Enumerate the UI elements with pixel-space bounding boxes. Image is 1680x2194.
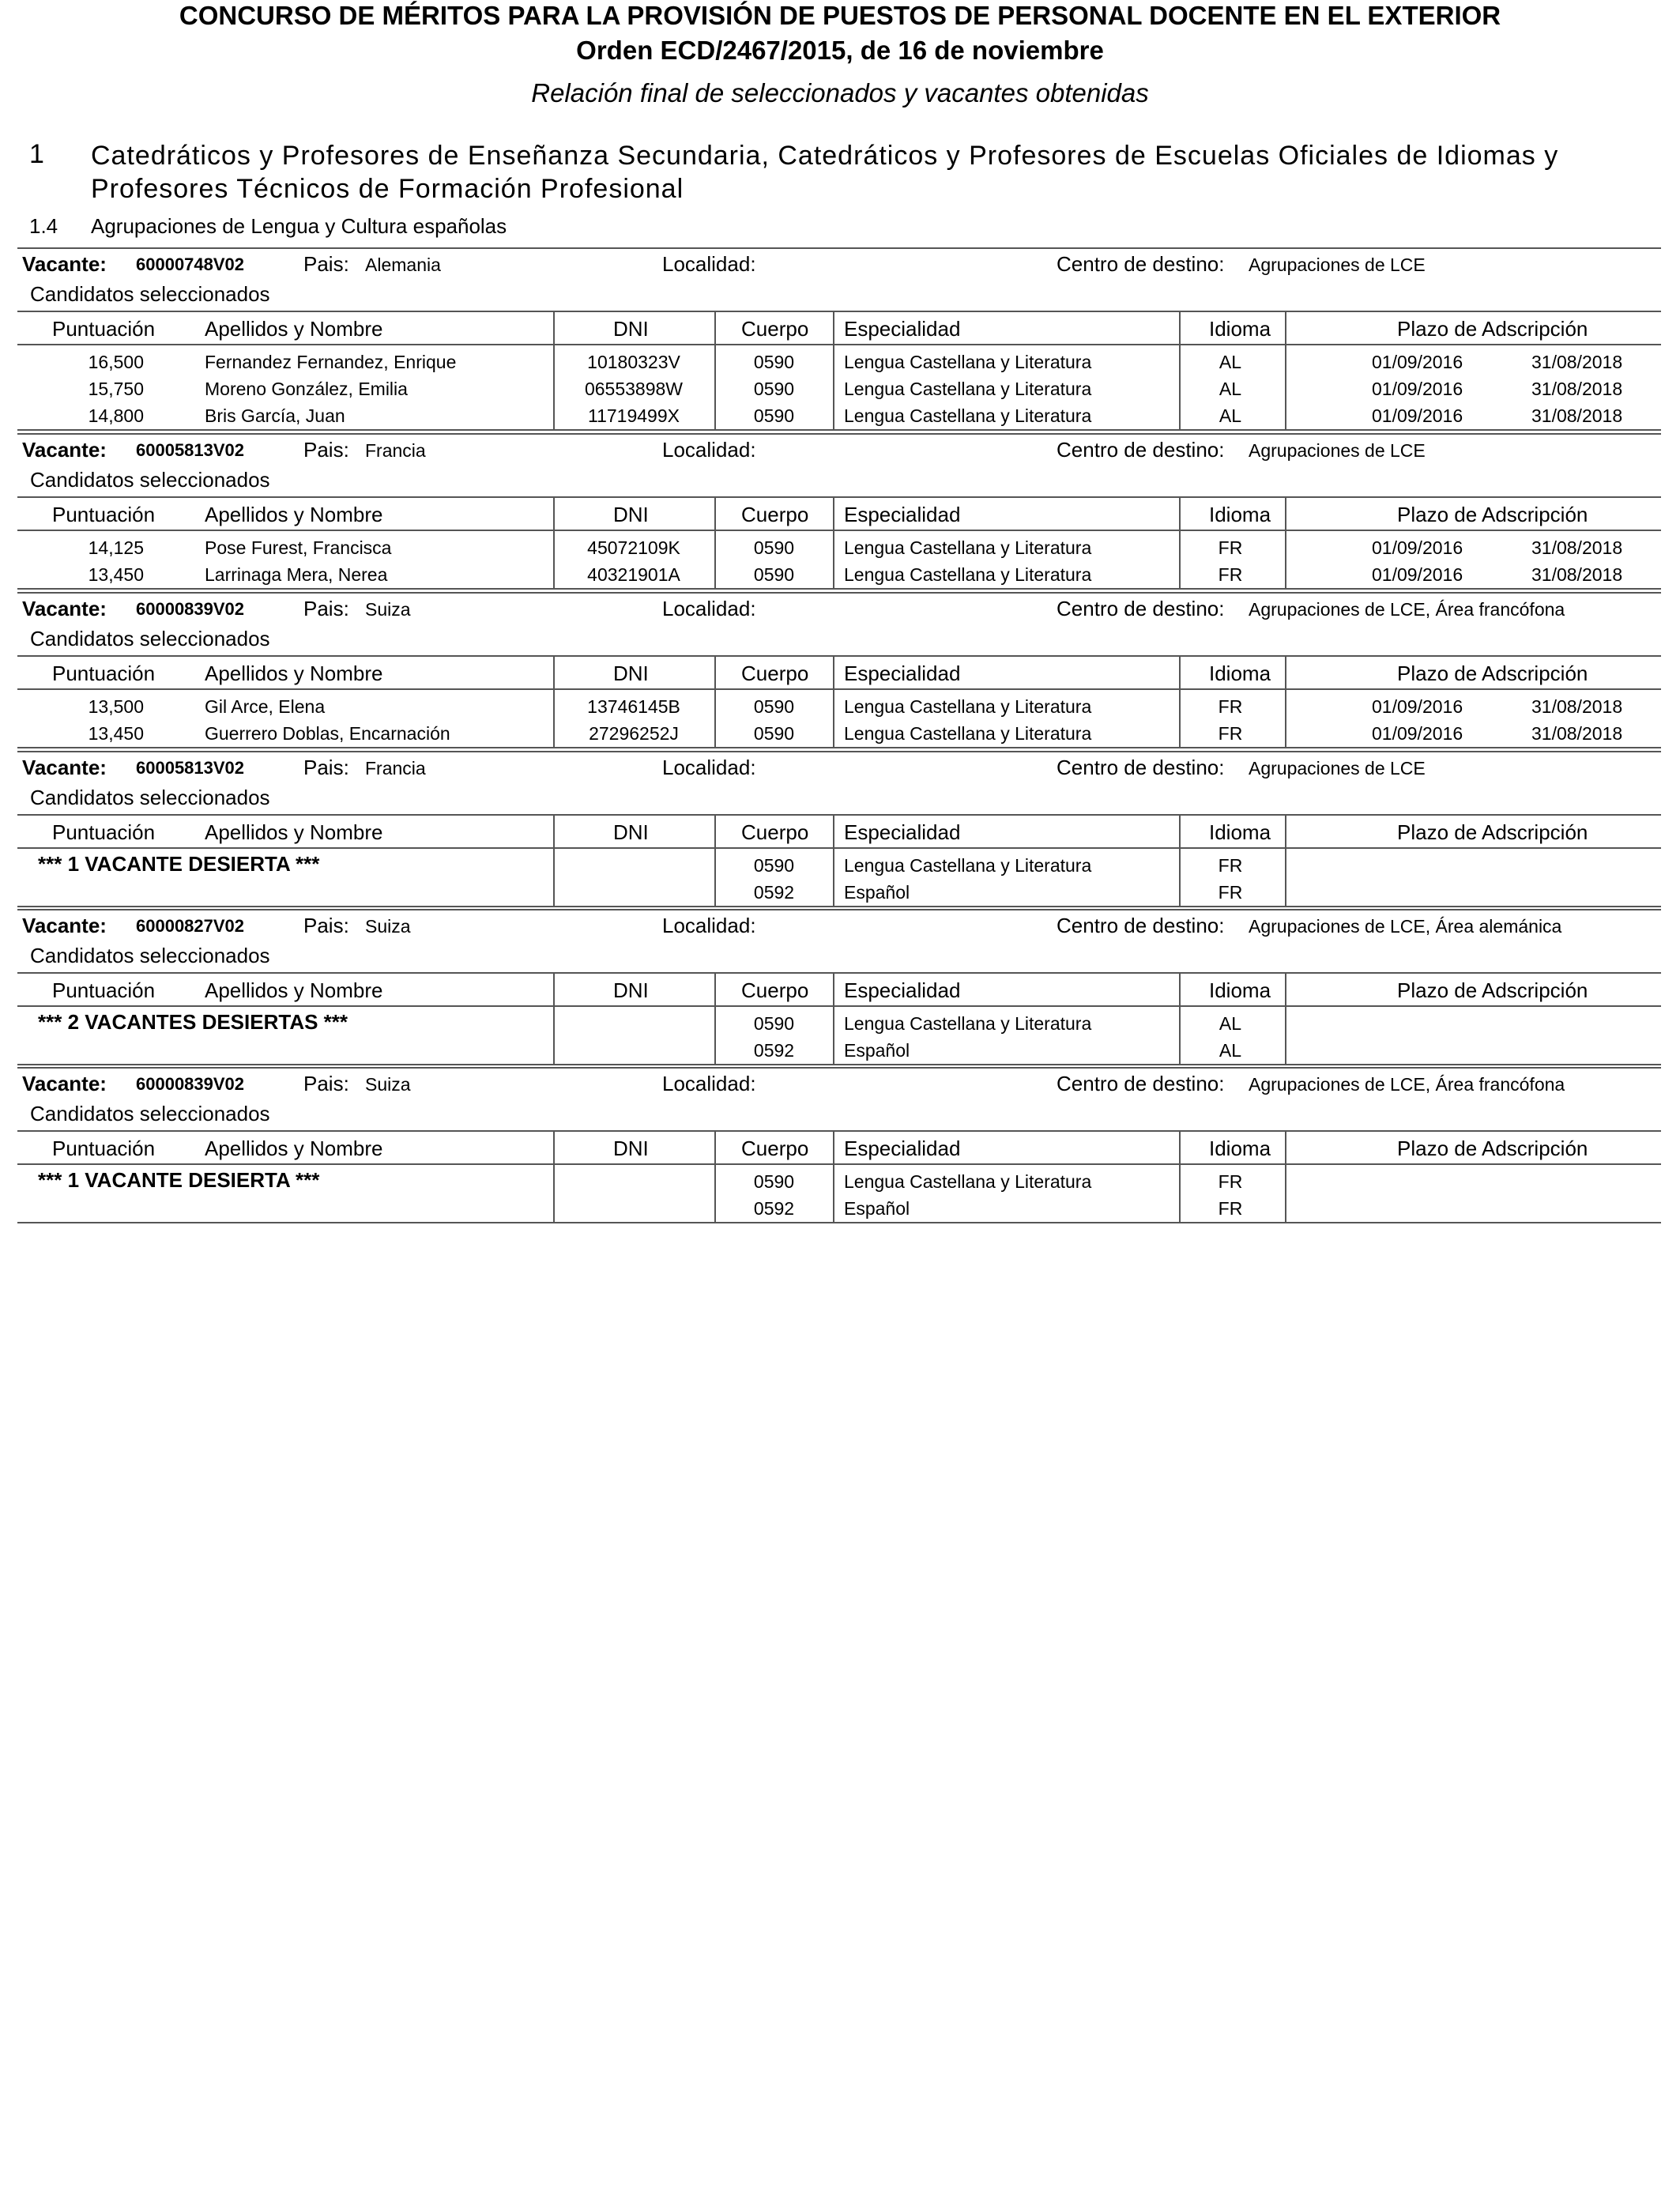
localidad-label: Localidad: bbox=[662, 438, 756, 462]
divider bbox=[17, 530, 1661, 531]
cell-idioma: FR bbox=[1218, 1198, 1243, 1219]
centro-value: Agrupaciones de LCE, Área francófona bbox=[1249, 599, 1565, 620]
column-rule bbox=[1285, 655, 1286, 747]
candidatos-label: Candidatos seleccionados bbox=[30, 1102, 270, 1125]
cell-dni: 45072109K bbox=[587, 537, 680, 558]
cell-especialidad: Lengua Castellana y Literatura bbox=[844, 1013, 1092, 1034]
col-header-plazo: Plazo de Adscripción bbox=[1397, 503, 1588, 526]
divider bbox=[17, 814, 1661, 816]
cell-plazo-hasta: 31/08/2018 bbox=[1531, 379, 1623, 399]
col-header-especialidad: Especialidad bbox=[844, 662, 961, 685]
cell-cuerpo: 0590 bbox=[753, 1171, 795, 1192]
cell-nombre: Guerrero Doblas, Encarnación bbox=[205, 723, 450, 744]
pais-value: Suiza bbox=[365, 916, 411, 937]
cell-cuerpo: 0590 bbox=[753, 537, 795, 558]
cell-cuerpo: 0590 bbox=[753, 723, 795, 744]
cell-puntuacion: 13,450 bbox=[88, 723, 144, 744]
vacante-code: 60000839V02 bbox=[136, 599, 245, 619]
vacante-block bbox=[17, 433, 1661, 588]
col-header-puntuacion: Puntuación bbox=[52, 978, 156, 1002]
cell-especialidad: Español bbox=[844, 1198, 910, 1219]
divider bbox=[17, 311, 1661, 312]
cell-dni: 06553898W bbox=[584, 379, 684, 399]
centro-label: Centro de destino: bbox=[1057, 756, 1225, 779]
pais-label: Pais: bbox=[303, 252, 349, 276]
vacante-label: Vacante: bbox=[22, 1072, 107, 1095]
col-header-especialidad: Especialidad bbox=[844, 1137, 961, 1160]
col-header-dni: DNI bbox=[613, 662, 649, 685]
col-header-idioma: Idioma bbox=[1209, 978, 1271, 1002]
cell-especialidad: Español bbox=[844, 882, 910, 903]
divider bbox=[17, 433, 1661, 435]
column-rule bbox=[714, 1130, 716, 1222]
candidatos-label: Candidatos seleccionados bbox=[30, 627, 270, 650]
vacante-label: Vacante: bbox=[22, 914, 107, 937]
col-header-cuerpo: Cuerpo bbox=[741, 503, 809, 526]
column-rule bbox=[833, 1130, 834, 1222]
cell-plazo-desde: 01/09/2016 bbox=[1372, 564, 1463, 585]
column-rule bbox=[833, 972, 834, 1064]
cell-especialidad: Lengua Castellana y Literatura bbox=[844, 855, 1092, 876]
divider bbox=[17, 751, 1661, 752]
column-rule bbox=[553, 655, 555, 747]
order-reference: Orden ECD/2467/2015, de 16 de noviembre bbox=[576, 36, 1104, 65]
divider bbox=[17, 655, 1661, 657]
column-rule bbox=[553, 972, 555, 1064]
divider bbox=[17, 909, 1661, 910]
cell-idioma: FR bbox=[1218, 1171, 1243, 1192]
col-header-plazo: Plazo de Adscripción bbox=[1397, 662, 1588, 685]
cell-cuerpo: 0590 bbox=[753, 855, 795, 876]
pais-value: Francia bbox=[365, 440, 426, 461]
divider bbox=[17, 847, 1661, 849]
vacante-label: Vacante: bbox=[22, 597, 107, 620]
pais-label: Pais: bbox=[303, 438, 349, 462]
candidatos-label: Candidatos seleccionados bbox=[30, 786, 270, 809]
column-rule bbox=[1179, 814, 1181, 906]
candidatos-label: Candidatos seleccionados bbox=[30, 944, 270, 967]
vacante-block bbox=[17, 247, 1661, 429]
col-header-cuerpo: Cuerpo bbox=[741, 978, 809, 1002]
centro-label: Centro de destino: bbox=[1057, 438, 1225, 462]
vacante-block bbox=[17, 1067, 1661, 1222]
col-header-plazo: Plazo de Adscripción bbox=[1397, 820, 1588, 844]
divider bbox=[17, 1163, 1661, 1165]
cell-puntuacion: 13,450 bbox=[88, 564, 144, 585]
cell-dni: 11719499X bbox=[588, 405, 680, 426]
cell-especialidad: Lengua Castellana y Literatura bbox=[844, 696, 1092, 717]
cell-idioma: AL bbox=[1219, 352, 1242, 372]
vacante-label: Vacante: bbox=[22, 252, 107, 276]
cell-idioma: FR bbox=[1218, 882, 1243, 903]
divider bbox=[17, 906, 1661, 907]
vacante-code: 60000839V02 bbox=[136, 1074, 245, 1094]
column-rule bbox=[1285, 972, 1286, 1064]
col-header-dni: DNI bbox=[613, 317, 649, 341]
col-header-idioma: Idioma bbox=[1209, 503, 1271, 526]
cell-cuerpo: 0592 bbox=[753, 1040, 795, 1061]
col-header-dni: DNI bbox=[613, 503, 649, 526]
column-rule bbox=[1179, 655, 1181, 747]
cell-cuerpo: 0590 bbox=[753, 1013, 795, 1034]
divider bbox=[17, 1064, 1661, 1065]
cell-cuerpo: 0590 bbox=[753, 405, 795, 426]
localidad-label: Localidad: bbox=[662, 756, 756, 779]
centro-value: Agrupaciones de LCE, Área francófona bbox=[1249, 1074, 1565, 1095]
column-rule bbox=[1179, 311, 1181, 429]
vacante-label: Vacante: bbox=[22, 438, 107, 462]
divider bbox=[17, 1067, 1661, 1069]
column-rule bbox=[1285, 1130, 1286, 1222]
column-rule bbox=[833, 496, 834, 588]
vacante-code: 60005813V02 bbox=[136, 758, 245, 778]
column-rule bbox=[833, 814, 834, 906]
cell-plazo-desde: 01/09/2016 bbox=[1372, 352, 1463, 372]
cell-cuerpo: 0592 bbox=[753, 1198, 795, 1219]
cell-idioma: FR bbox=[1218, 564, 1243, 585]
col-header-especialidad: Especialidad bbox=[844, 503, 961, 526]
divider bbox=[17, 1130, 1661, 1132]
divider bbox=[17, 429, 1661, 431]
pais-label: Pais: bbox=[303, 597, 349, 620]
column-rule bbox=[714, 814, 716, 906]
col-header-nombre: Apellidos y Nombre bbox=[205, 317, 383, 341]
centro-label: Centro de destino: bbox=[1057, 1072, 1225, 1095]
cell-dni: 10180323V bbox=[587, 352, 680, 372]
col-header-dni: DNI bbox=[613, 978, 649, 1002]
col-header-puntuacion: Puntuación bbox=[52, 820, 156, 844]
cell-cuerpo: 0590 bbox=[753, 696, 795, 717]
col-header-idioma: Idioma bbox=[1209, 662, 1271, 685]
cell-especialidad: Lengua Castellana y Literatura bbox=[844, 405, 1092, 426]
cell-plazo-desde: 01/09/2016 bbox=[1372, 379, 1463, 399]
cell-plazo-hasta: 31/08/2018 bbox=[1531, 537, 1623, 558]
section-heading: Catedráticos y Profesores de Enseñanza Secundaria, Catedráticos y Profesores de Escuelas Oficiales de Idiomas y Profesores Técnicos de Formación Profesional bbox=[91, 141, 1559, 204]
cell-nombre: Gil Arce, Elena bbox=[205, 696, 326, 717]
cell-plazo-desde: 01/09/2016 bbox=[1372, 405, 1463, 426]
col-header-especialidad: Especialidad bbox=[844, 978, 961, 1002]
localidad-label: Localidad: bbox=[662, 252, 756, 276]
cell-especialidad: Lengua Castellana y Literatura bbox=[844, 352, 1092, 372]
cell-idioma: FR bbox=[1218, 855, 1243, 876]
pais-value: Alemania bbox=[365, 254, 441, 275]
cell-cuerpo: 0590 bbox=[753, 352, 795, 372]
column-rule bbox=[1179, 1130, 1181, 1222]
localidad-label: Localidad: bbox=[662, 1072, 756, 1095]
cell-nombre: Pose Furest, Francisca bbox=[205, 537, 392, 558]
cell-puntuacion: 14,800 bbox=[88, 405, 144, 426]
col-header-idioma: Idioma bbox=[1209, 317, 1271, 341]
col-header-nombre: Apellidos y Nombre bbox=[205, 978, 383, 1002]
cell-idioma: AL bbox=[1219, 1013, 1242, 1034]
vacante-label: Vacante: bbox=[22, 756, 107, 779]
cell-puntuacion: 15,750 bbox=[88, 379, 144, 399]
pais-label: Pais: bbox=[303, 914, 349, 937]
cell-especialidad: Lengua Castellana y Literatura bbox=[844, 537, 1092, 558]
column-rule bbox=[714, 311, 716, 429]
column-rule bbox=[553, 311, 555, 429]
document-title: CONCURSO DE MÉRITOS PARA LA PROVISIÓN DE PUESTOS DE PERSONAL DOCENTE EN EL EXTERIOR bbox=[179, 1, 1501, 30]
cell-plazo-hasta: 31/08/2018 bbox=[1531, 352, 1623, 372]
col-header-nombre: Apellidos y Nombre bbox=[205, 662, 383, 685]
centro-label: Centro de destino: bbox=[1057, 597, 1225, 620]
cell-plazo-desde: 01/09/2016 bbox=[1372, 696, 1463, 717]
vacante-desierta-note: *** 1 VACANTE DESIERTA *** bbox=[38, 852, 320, 876]
col-header-nombre: Apellidos y Nombre bbox=[205, 820, 383, 844]
column-rule bbox=[553, 496, 555, 588]
divider bbox=[17, 972, 1661, 974]
cell-idioma: FR bbox=[1218, 696, 1243, 717]
cell-plazo-hasta: 31/08/2018 bbox=[1531, 696, 1623, 717]
localidad-label: Localidad: bbox=[662, 597, 756, 620]
cell-cuerpo: 0590 bbox=[753, 379, 795, 399]
cell-cuerpo: 0592 bbox=[753, 882, 795, 903]
vacante-code: 60000827V02 bbox=[136, 916, 245, 936]
pais-value: Suiza bbox=[365, 599, 411, 620]
cell-idioma: AL bbox=[1219, 379, 1242, 399]
localidad-label: Localidad: bbox=[662, 914, 756, 937]
col-header-puntuacion: Puntuación bbox=[52, 503, 156, 526]
column-rule bbox=[553, 814, 555, 906]
pais-value: Suiza bbox=[365, 1074, 411, 1095]
cell-idioma: AL bbox=[1219, 1040, 1242, 1061]
col-header-especialidad: Especialidad bbox=[844, 820, 961, 844]
col-header-plazo: Plazo de Adscripción bbox=[1397, 978, 1588, 1002]
vacante-desierta-note: *** 1 VACANTE DESIERTA *** bbox=[38, 1168, 320, 1192]
cell-nombre: Larrinaga Mera, Nerea bbox=[205, 564, 388, 585]
pais-value: Francia bbox=[365, 758, 426, 778]
cell-especialidad: Lengua Castellana y Literatura bbox=[844, 379, 1092, 399]
vacante-desierta-note: *** 2 VACANTES DESIERTAS *** bbox=[38, 1010, 348, 1034]
divider bbox=[17, 1005, 1661, 1007]
cell-puntuacion: 14,125 bbox=[88, 537, 144, 558]
column-rule bbox=[714, 496, 716, 588]
vacante-block bbox=[17, 592, 1661, 747]
vacante-block bbox=[17, 751, 1661, 906]
col-header-dni: DNI bbox=[613, 820, 649, 844]
column-rule bbox=[1179, 496, 1181, 588]
pais-label: Pais: bbox=[303, 756, 349, 779]
col-header-puntuacion: Puntuación bbox=[52, 317, 156, 341]
column-rule bbox=[1285, 311, 1286, 429]
cell-plazo-desde: 01/09/2016 bbox=[1372, 723, 1463, 744]
col-header-dni: DNI bbox=[613, 1137, 649, 1160]
centro-label: Centro de destino: bbox=[1057, 252, 1225, 276]
centro-value: Agrupaciones de LCE bbox=[1249, 758, 1426, 778]
cell-plazo-hasta: 31/08/2018 bbox=[1531, 723, 1623, 744]
cell-idioma: AL bbox=[1219, 405, 1242, 426]
cell-nombre: Fernandez Fernandez, Enrique bbox=[205, 352, 457, 372]
centro-value: Agrupaciones de LCE, Área alemánica bbox=[1249, 916, 1562, 937]
col-header-idioma: Idioma bbox=[1209, 820, 1271, 844]
col-header-especialidad: Especialidad bbox=[844, 317, 961, 341]
col-header-puntuacion: Puntuación bbox=[52, 1137, 156, 1160]
cell-especialidad: Lengua Castellana y Literatura bbox=[844, 1171, 1092, 1192]
cell-especialidad: Lengua Castellana y Literatura bbox=[844, 723, 1092, 744]
divider bbox=[17, 344, 1661, 345]
cell-cuerpo: 0590 bbox=[753, 564, 795, 585]
cell-dni: 40321901A bbox=[587, 564, 680, 585]
cell-plazo-desde: 01/09/2016 bbox=[1372, 537, 1463, 558]
cell-plazo-hasta: 31/08/2018 bbox=[1531, 564, 1623, 585]
candidatos-label: Candidatos seleccionados bbox=[30, 282, 270, 306]
cell-puntuacion: 16,500 bbox=[88, 352, 144, 372]
col-header-puntuacion: Puntuación bbox=[52, 662, 156, 685]
col-header-cuerpo: Cuerpo bbox=[741, 1137, 809, 1160]
cell-puntuacion: 13,500 bbox=[88, 696, 144, 717]
centro-value: Agrupaciones de LCE bbox=[1249, 440, 1426, 461]
divider bbox=[17, 592, 1661, 594]
col-header-nombre: Apellidos y Nombre bbox=[205, 503, 383, 526]
document-subtitle: Relación final de seleccionados y vacantes obtenidas bbox=[531, 78, 1149, 107]
cell-idioma: FR bbox=[1218, 537, 1243, 558]
subsection-heading: Agrupaciones de Lengua y Cultura españolas bbox=[91, 214, 507, 238]
cell-dni: 13746145B bbox=[587, 696, 680, 717]
divider bbox=[17, 247, 1661, 249]
cell-especialidad: Español bbox=[844, 1040, 910, 1061]
col-header-cuerpo: Cuerpo bbox=[741, 317, 809, 341]
divider bbox=[17, 1222, 1661, 1223]
column-rule bbox=[553, 1130, 555, 1222]
pais-label: Pais: bbox=[303, 1072, 349, 1095]
column-rule bbox=[1179, 972, 1181, 1064]
vacante-block bbox=[17, 909, 1661, 1064]
cell-nombre: Bris García, Juan bbox=[205, 405, 345, 426]
divider bbox=[17, 588, 1661, 590]
vacante-code: 60005813V02 bbox=[136, 440, 245, 460]
column-rule bbox=[1285, 496, 1286, 588]
column-rule bbox=[833, 311, 834, 429]
column-rule bbox=[714, 655, 716, 747]
divider bbox=[17, 496, 1661, 498]
centro-label: Centro de destino: bbox=[1057, 914, 1225, 937]
divider bbox=[17, 747, 1661, 748]
subsection-number: 1.4 bbox=[29, 214, 58, 238]
cell-especialidad: Lengua Castellana y Literatura bbox=[844, 564, 1092, 585]
cell-nombre: Moreno González, Emilia bbox=[205, 379, 408, 399]
cell-plazo-hasta: 31/08/2018 bbox=[1531, 405, 1623, 426]
centro-value: Agrupaciones de LCE bbox=[1249, 254, 1426, 275]
col-header-idioma: Idioma bbox=[1209, 1137, 1271, 1160]
cell-dni: 27296252J bbox=[589, 723, 679, 744]
col-header-nombre: Apellidos y Nombre bbox=[205, 1137, 383, 1160]
column-rule bbox=[833, 655, 834, 747]
divider bbox=[17, 688, 1661, 690]
col-header-plazo: Plazo de Adscripción bbox=[1397, 317, 1588, 341]
col-header-plazo: Plazo de Adscripción bbox=[1397, 1137, 1588, 1160]
column-rule bbox=[714, 972, 716, 1064]
section-number: 1 bbox=[29, 139, 44, 169]
column-rule bbox=[1285, 814, 1286, 906]
col-header-cuerpo: Cuerpo bbox=[741, 820, 809, 844]
vacante-code: 60000748V02 bbox=[136, 254, 245, 274]
cell-idioma: FR bbox=[1218, 723, 1243, 744]
candidatos-label: Candidatos seleccionados bbox=[30, 468, 270, 492]
col-header-cuerpo: Cuerpo bbox=[741, 662, 809, 685]
